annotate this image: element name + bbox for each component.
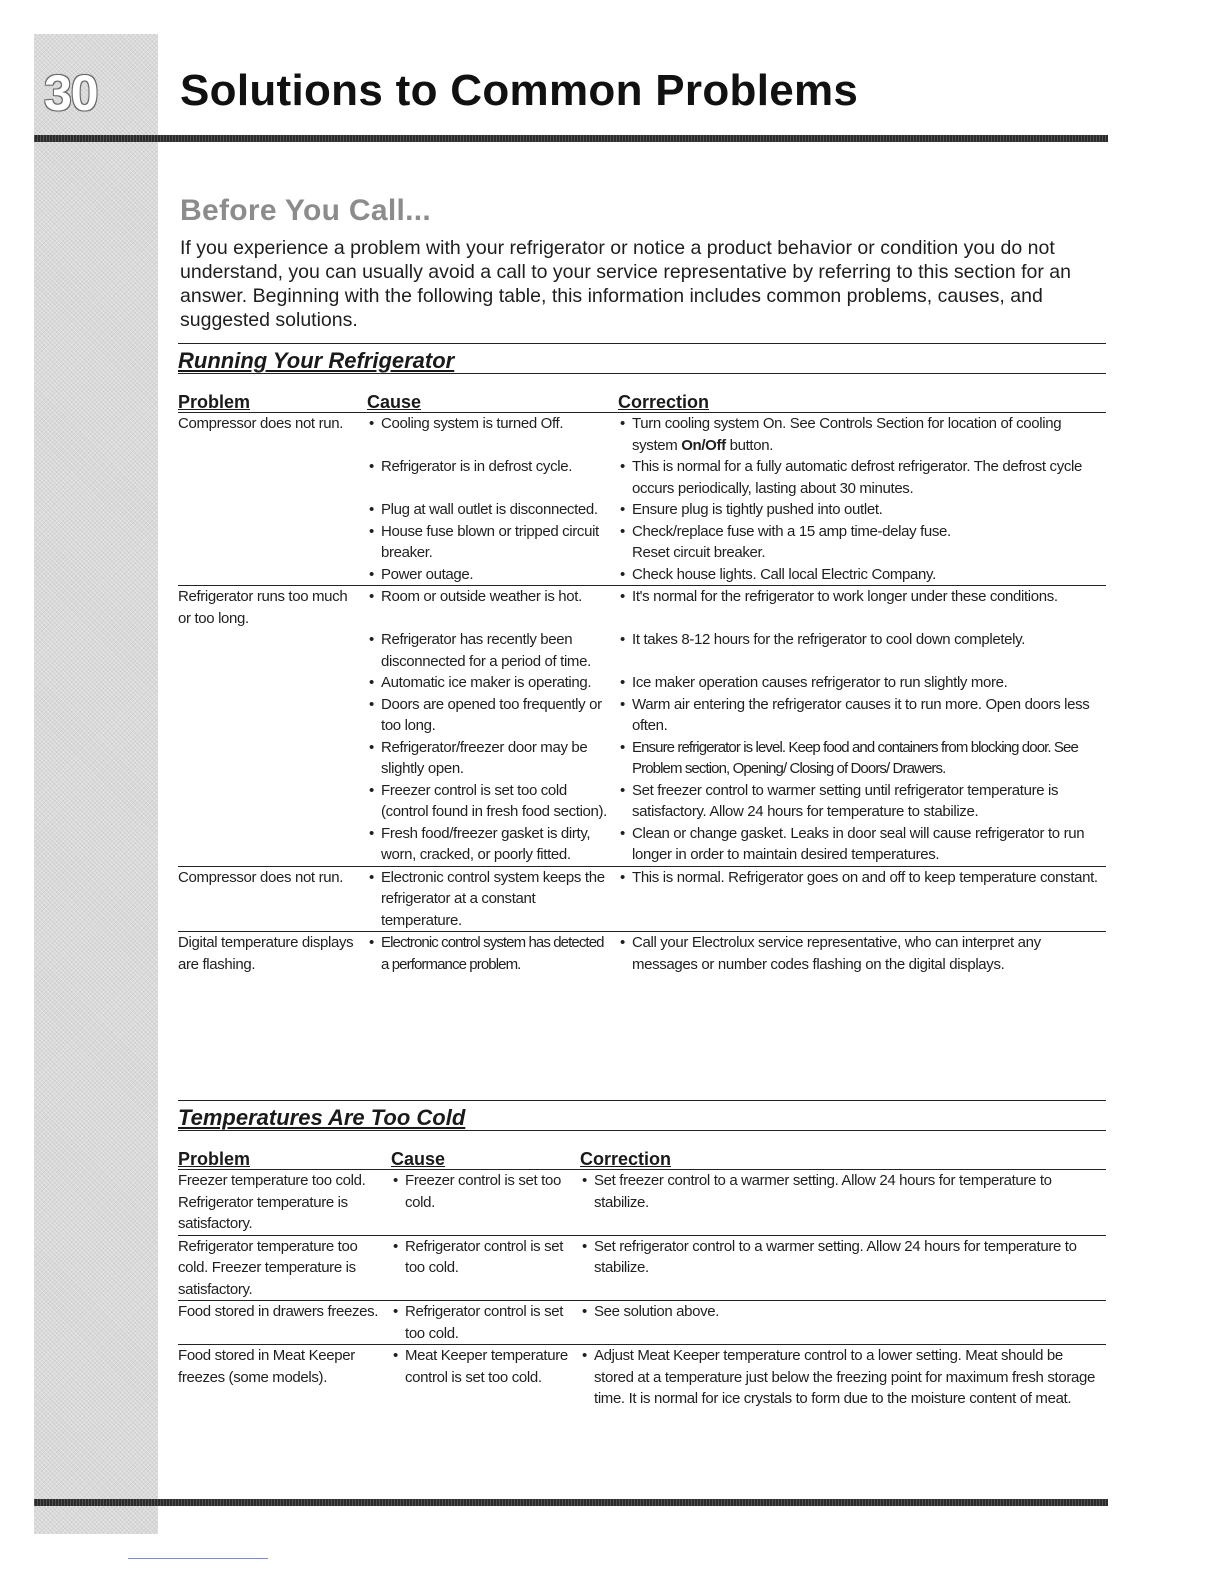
top-rule bbox=[34, 135, 1108, 142]
correction-cell: • Ice maker operation causes refrigerator to run slightly more. bbox=[618, 672, 1106, 694]
header-correction: Correction bbox=[618, 392, 1106, 413]
cause-cell: • Refrigerator has recently been disconnected for a period of time. bbox=[367, 629, 618, 672]
correction-cell: • It takes 8-12 hours for the refrigerator to cool down completely. bbox=[618, 629, 1106, 672]
problem-cell: Digital temperature displays are flashing. bbox=[178, 934, 354, 973]
problem-cell bbox=[178, 521, 367, 564]
problem-cell bbox=[178, 564, 367, 586]
problem-cell bbox=[178, 456, 367, 499]
table-row bbox=[178, 1301, 1106, 1345]
correction-cell: • Adjust Meat Keeper temperature control to a lower setting. Meat should be stored at a temperature just below the freezing point for maximum fresh storage time. It is normal for ice crystals to form due to the moisture content of meat. bbox=[580, 1345, 1106, 1410]
table-row bbox=[178, 1345, 1106, 1410]
problem-cell: Freezer temperature too cold. Refrigerator temperature is satisfactory. bbox=[178, 1170, 391, 1236]
problem-cell: Compressor does not run. bbox=[178, 866, 367, 932]
header-problem: Problem bbox=[178, 1149, 391, 1170]
running-table-title: Running Your Refrigerator bbox=[178, 343, 1106, 374]
problem-cell: Compressor does not run. bbox=[178, 415, 344, 432]
cold-section bbox=[178, 1100, 1106, 1410]
correction-cell: • Set freezer control to a warmer setting. Allow 24 hours for temperature to stabilize. bbox=[580, 1170, 1106, 1236]
problem-cell: Refrigerator temperature too cold. Freezer temperature is satisfactory. bbox=[178, 1235, 391, 1301]
correction-cell: • This is normal for a fully automatic defrost refrigerator. The defrost cycle occurs periodically, lasting about 30 minutes. bbox=[618, 456, 1106, 499]
cause-cell: • Freezer control is set too cold (control found in fresh food section). bbox=[367, 780, 618, 823]
cause-cell: • Fresh food/freezer gasket is dirty, worn, cracked, or poorly fitted. bbox=[367, 823, 618, 867]
cause-cell: • House fuse blown or tripped circuit breaker. bbox=[367, 521, 618, 564]
cause-cell: • Plug at wall outlet is disconnected. bbox=[367, 499, 618, 521]
cause-cell: • Freezer control is set too cold. bbox=[391, 1170, 580, 1236]
cold-table bbox=[178, 1149, 1106, 1410]
problem-cell bbox=[178, 694, 367, 737]
table-row bbox=[178, 866, 1106, 932]
cause-cell: • Refrigerator is in defrost cycle. bbox=[367, 456, 618, 499]
header-correction: Correction bbox=[580, 1149, 1106, 1170]
cause-cell: • Automatic ice maker is operating. bbox=[367, 672, 618, 694]
problem-cell bbox=[178, 629, 367, 672]
problem-cell: Refrigerator runs too much or too long. bbox=[178, 588, 348, 627]
header-cause: Cause bbox=[391, 1149, 580, 1170]
correction-cell: • Call your Electrolux service representative, who can interpret any messages or number codes flashing on the digital displays. bbox=[618, 932, 1106, 976]
cause-cell: • Refrigerator control is set too cold. bbox=[391, 1301, 580, 1345]
problem-cell: Food stored in Meat Keeper freezes (some models). bbox=[178, 1347, 355, 1386]
correction-cell: • Warm air entering the refrigerator causes it to run more. Open doors less often. bbox=[618, 694, 1106, 737]
correction-cell: • Set refrigerator control to a warmer setting. Allow 24 hours for temperature to stabilize. bbox=[580, 1235, 1106, 1301]
table-row bbox=[178, 413, 1106, 457]
cold-table-title: Temperatures Are Too Cold bbox=[178, 1100, 1106, 1131]
table-row bbox=[178, 780, 1106, 823]
table-row bbox=[178, 932, 1106, 976]
problem-cell bbox=[178, 499, 367, 521]
correction-cell: • See solution above. bbox=[580, 1301, 1106, 1345]
cause-cell: • Power outage. bbox=[367, 564, 618, 586]
table-row bbox=[178, 586, 1106, 630]
cause-cell: • Refrigerator/freezer door may be slightly open. bbox=[367, 737, 618, 780]
table-row bbox=[178, 521, 1106, 564]
correction-cell: • This is normal. Refrigerator goes on and off to keep temperature constant. bbox=[618, 866, 1106, 932]
header-problem: Problem bbox=[178, 392, 367, 413]
page-title: Solutions to Common Problems bbox=[180, 66, 859, 115]
cause-cell: • Electronic control system keeps the refrigerator at a constant temperature. bbox=[367, 866, 618, 932]
table-row bbox=[178, 1170, 1106, 1236]
cause-cell: • Electronic control system has detected a performance problem. bbox=[367, 932, 618, 976]
intro-paragraph: If you experience a problem with your refrigerator or notice a product behavior or condition you do not understand, you can usually avoid a call to your service representative by referring to this section for an answer. Beginning with the following table, this information includes common problems, causes, and suggested solutions. bbox=[180, 237, 1071, 331]
correction-cell: • It's normal for the refrigerator to work longer under these conditions. bbox=[618, 586, 1106, 630]
correction-cell: • Turn cooling system On. See Controls Section for location of cooling system On/Off button. bbox=[618, 413, 1106, 457]
table-header-row bbox=[178, 392, 1106, 413]
cause-cell: • Doors are opened too frequently or too long. bbox=[367, 694, 618, 737]
correction-cell: • Set freezer control to warmer setting until refrigerator temperature is satisfactory. Allow 24 hours for temperature to stabilize. bbox=[618, 780, 1106, 823]
table-row bbox=[178, 672, 1106, 694]
problem-cell bbox=[178, 737, 367, 780]
problem-cell: Food stored in drawers freezes. bbox=[178, 1301, 391, 1345]
page-number: 30 bbox=[44, 65, 98, 121]
table-row bbox=[178, 737, 1106, 780]
section-heading: Before You Call... bbox=[180, 194, 432, 227]
cause-cell: • Room or outside weather is hot. bbox=[367, 586, 618, 630]
bottom-rule bbox=[34, 1499, 1108, 1506]
correction-cell: • Ensure plug is tightly pushed into outlet. bbox=[618, 499, 1106, 521]
correction-cell: • Ensure refrigerator is level. Keep food and containers from blocking door. See Problem section, Opening/ Closing of Doors/ Drawers. bbox=[618, 737, 1106, 780]
problem-cell bbox=[178, 780, 367, 823]
cause-cell: • Refrigerator control is set too cold. bbox=[391, 1235, 580, 1301]
table-row bbox=[178, 694, 1106, 737]
footer-line bbox=[128, 1558, 268, 1559]
table-row bbox=[178, 499, 1106, 521]
table-row bbox=[178, 1235, 1106, 1301]
header-cause: Cause bbox=[367, 392, 618, 413]
table-row bbox=[178, 629, 1106, 672]
problem-cell bbox=[178, 823, 367, 867]
cause-cell: • Meat Keeper temperature control is set too cold. bbox=[391, 1345, 580, 1410]
table-row bbox=[178, 456, 1106, 499]
table-row bbox=[178, 564, 1106, 586]
sidebar-band bbox=[34, 34, 158, 1534]
running-table bbox=[178, 392, 1106, 975]
running-section bbox=[178, 343, 1106, 975]
correction-cell: • Check/replace fuse with a 15 amp time-delay fuse. Reset circuit breaker. bbox=[618, 521, 1106, 564]
table-row bbox=[178, 823, 1106, 867]
cause-cell: • Cooling system is turned Off. bbox=[367, 413, 618, 457]
correction-cell: • Clean or change gasket. Leaks in door seal will cause refrigerator to run longer in order to maintain desired temperatures. bbox=[618, 823, 1106, 867]
table-header-row bbox=[178, 1149, 1106, 1170]
problem-cell bbox=[178, 672, 367, 694]
correction-cell: • Check house lights. Call local Electric Company. bbox=[618, 564, 1106, 586]
